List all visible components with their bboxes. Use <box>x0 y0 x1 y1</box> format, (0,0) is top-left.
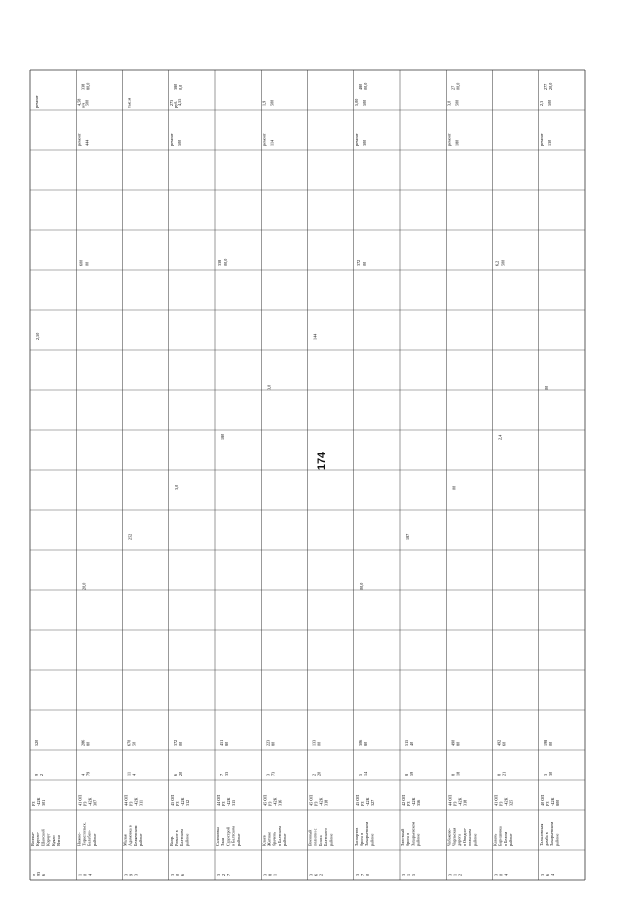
mid-note-b: 00 <box>361 261 367 266</box>
row-name-line: Малая <box>122 834 128 846</box>
small-note: 187 <box>405 533 410 540</box>
row-name-line: Балтском <box>179 829 185 846</box>
row-code-line: 45 ОП <box>308 794 314 806</box>
row-sum-1: 286 <box>80 739 86 746</box>
row-name-line: Заспиртов <box>353 827 359 846</box>
row-sum-1: 306 <box>357 739 363 746</box>
row-name-line: Чарльская <box>451 827 457 846</box>
row-name-line: в Овидио- <box>461 827 467 846</box>
row-code-line: 42 ОП <box>401 794 406 806</box>
note-value-b: 300 <box>361 139 367 146</box>
note-value-c: 5,00 <box>353 98 359 106</box>
row-area-line: 2 <box>39 773 44 776</box>
row-name-line: Тальновская <box>538 823 544 846</box>
note-value-d: 500 <box>546 99 552 106</box>
note-value-e: 277 <box>542 83 548 90</box>
small-note: 144 <box>312 333 318 340</box>
row-name-line: брига в <box>358 832 364 846</box>
small-note: 00 <box>543 385 549 390</box>
row-code-line: РЗ <box>82 801 88 806</box>
row-sum-2: 40 <box>409 741 414 746</box>
note-type: ремонт <box>76 133 82 146</box>
row-sum-2: 00 <box>177 741 183 746</box>
note-value-f: 80,0 <box>85 82 91 90</box>
note-value-d: 500 <box>361 99 367 106</box>
row-name-line: районе <box>472 833 478 846</box>
note-value-f: 20,0 <box>547 82 553 90</box>
row-number-digit: 3 <box>354 873 360 876</box>
row-sum-2: 80 <box>224 741 229 746</box>
row-code-line: 325 <box>508 799 514 806</box>
row-number-digit: 0 <box>82 873 88 876</box>
row-name-line: Кругло- <box>35 831 41 846</box>
row-area-line: 8 <box>450 773 456 776</box>
row-number-digit: 4 <box>549 873 555 876</box>
row-number-digit: 3 <box>216 873 221 876</box>
note-type: ремонт <box>446 133 452 146</box>
row-sum-1: 451 <box>219 739 224 746</box>
row-sum-2: 80 <box>270 741 276 746</box>
row-area-line: 4 <box>80 773 86 776</box>
row-code-line: -42К <box>133 797 139 806</box>
note-value-b: 180 <box>454 139 460 146</box>
row-name-line: в Балтском <box>230 826 236 846</box>
mid-note-a: 600 <box>78 259 84 266</box>
row-code-line: 45 ОП <box>169 794 175 806</box>
row-number-digit: 3 <box>493 873 499 876</box>
row-name-line: районе <box>282 833 288 846</box>
row-number-digit: 6 <box>313 873 319 876</box>
page-number: 174 <box>316 451 329 471</box>
note-type: ремонт <box>168 133 174 146</box>
small-note: 00 <box>451 485 457 490</box>
row-name-line: Баришовка <box>497 826 503 846</box>
row-sum-1: 520 <box>34 739 39 746</box>
note-value-b: 130 <box>546 139 552 146</box>
row-name-line: районе <box>235 833 241 846</box>
row-number-digit: 2 <box>318 873 324 876</box>
column-label: руб. <box>172 100 178 108</box>
mid-note-b: 00,0 <box>223 258 228 266</box>
row-code-line: -42К <box>364 797 370 806</box>
row-number-digit: 3 <box>447 873 453 876</box>
row-name-line: Нижне- <box>76 832 82 846</box>
row-area-line: 6 <box>172 773 178 776</box>
row-code-line: 41 ОП <box>493 794 499 806</box>
row-number-digit: 2 <box>457 873 463 876</box>
row-name-line: брачень <box>271 831 277 846</box>
note-value-e: 480 <box>357 83 363 90</box>
note-value-b: 444 <box>84 139 90 146</box>
row-code-line: 45 ОП <box>354 794 360 806</box>
note-value-f: 00,0 <box>362 82 368 90</box>
row-name-line: районе <box>369 833 375 846</box>
row-code-line: РЗ <box>128 801 134 806</box>
row-name-line: Шанский <box>40 829 46 846</box>
row-area-line: 2 <box>311 773 317 776</box>
row-area-line: 30 <box>547 771 553 776</box>
row-code-line: 800 <box>554 799 560 806</box>
row-number-digit: 9 <box>128 873 134 876</box>
note-value-d: 500 <box>269 99 275 106</box>
row-number-digit: 1 <box>272 873 278 876</box>
mid-note-a: 6,2 <box>494 260 500 266</box>
small-note: 20,0 <box>81 582 87 590</box>
row-code-line: РЗ <box>267 801 273 806</box>
row-area-line: 3 <box>265 773 271 776</box>
row-name-line: Судострой <box>225 826 231 846</box>
row-name-line: брига в <box>405 832 411 846</box>
row-number-digit: 6 <box>544 873 550 876</box>
note-value-b: 500 <box>176 139 182 146</box>
row-area-line: 20 <box>177 771 183 776</box>
small-note: 2,50 <box>35 332 40 340</box>
row-area-line: 79 <box>85 771 91 776</box>
row-sum-1: 515 <box>404 739 409 746</box>
mid-note-b: 00 <box>84 261 90 266</box>
note-type: ремонт <box>353 133 359 146</box>
note-value-e: 27 <box>450 85 456 90</box>
row-name-line: Беляевском <box>132 825 138 846</box>
row-name-line: Захарьевском <box>549 821 555 846</box>
row-number-digit: 6 <box>41 873 46 876</box>
small-note: 3,0 <box>266 384 272 390</box>
row-area-line: 59 <box>409 771 414 776</box>
row-number-digit: 4 <box>87 873 93 876</box>
row-sum-2: 80 <box>455 741 461 746</box>
row-code-line: 315 <box>231 799 236 806</box>
small-note: 3,0 <box>173 484 179 490</box>
row-code-line: -42К <box>179 797 185 806</box>
row-number-digit: 93 <box>36 871 41 876</box>
note-value-c: 1,9 <box>261 100 267 106</box>
row-number-digit: 3 <box>308 873 314 876</box>
row-code-line: РЗ <box>498 801 504 806</box>
row-code-line: РЗ <box>544 801 550 806</box>
row-name-line: районе <box>328 833 334 846</box>
row-name-line: районе <box>508 833 514 846</box>
row-area-line: 21 <box>501 771 507 776</box>
row-name-line: Куяло <box>50 835 56 846</box>
row-number-digit: 3 <box>401 873 406 876</box>
row-name-line: польском <box>467 829 473 846</box>
row-sum-2: 80 <box>85 741 91 746</box>
row-name-line: Салоновка <box>215 826 220 846</box>
note-value-e: 380 <box>172 83 178 90</box>
note-value-c: 273 <box>168 99 174 106</box>
note-value-d: 4,55 <box>176 98 182 106</box>
small-note: 2,4 <box>497 434 503 440</box>
note-value-d: 500 <box>454 99 460 106</box>
row-name-line: Тираспольск. <box>81 822 87 846</box>
row-code-line: -42К <box>272 797 278 806</box>
row-area-line: 4 <box>131 773 137 776</box>
row-name-line: районе <box>138 833 144 846</box>
row-name-line: районе <box>184 833 190 846</box>
row-number-digit: 4 <box>503 873 509 876</box>
row-name-line: Житние <box>266 831 272 846</box>
row-name-line: в Балтском <box>276 826 282 846</box>
row-code-line: -42К <box>503 797 509 806</box>
row-area-line: 8 <box>496 773 502 776</box>
mid-note-a: 372 <box>355 259 361 266</box>
row-code-line: 45 ОП <box>262 794 268 806</box>
row-name-line: Балабан- <box>86 830 92 846</box>
row-code-line: РЗ <box>452 801 458 806</box>
row-code-line: -42К <box>318 797 324 806</box>
row-area-line: 8 <box>404 773 409 776</box>
row-name-line: Чабаково- <box>446 828 452 846</box>
row-code-line: РЗ <box>174 801 180 806</box>
row-name-line: Балтского <box>323 828 329 846</box>
row-code-line: 316 <box>277 799 283 806</box>
row-code-line: 41 ОП <box>77 794 83 806</box>
row-number-digit: 8 <box>267 873 273 876</box>
row-code-line: -42К <box>36 797 41 806</box>
row-code-line: РЗ <box>359 801 365 806</box>
small-note: 00,0 <box>358 582 364 590</box>
note-value-d: 500 <box>84 99 90 106</box>
row-name-line: Злая <box>220 838 226 846</box>
row-number-digit: 5 <box>411 873 416 876</box>
mid-note-b: 500 <box>500 259 506 266</box>
row-number-digit: 3 <box>262 873 268 876</box>
row-sum-2: 80 <box>362 741 368 746</box>
small-note: 252 <box>127 533 133 540</box>
row-name-line: Военный <box>307 829 313 846</box>
row-number-digit: 3 <box>123 873 129 876</box>
row-code-line: 311 <box>138 799 144 806</box>
row-name-line: Адамовка в <box>127 825 133 846</box>
row-sum-2: 50 <box>131 741 137 746</box>
row-number-digit: 2 <box>221 873 226 876</box>
row-number-digit: 3 <box>133 873 139 876</box>
note-value-c: 3,0 <box>446 100 452 106</box>
row-name-line: Захарьевском <box>364 821 370 846</box>
row-code-line: 44 ОП <box>447 794 453 806</box>
row-area-line: 14 <box>362 771 368 776</box>
row-code-line: -42К <box>87 797 93 806</box>
row-code-line: 318 <box>323 799 329 806</box>
row-code-line: -42К <box>411 797 416 806</box>
row-sum-1: 372 <box>172 739 178 746</box>
row-code-line: 312 <box>184 799 190 806</box>
row-area-line: 20 <box>316 771 322 776</box>
row-code-line: РЗ <box>313 801 319 806</box>
row-sum-1: 492 <box>496 739 502 746</box>
row-code-line: -42К <box>457 797 463 806</box>
row-number-digit: 7 <box>226 873 231 876</box>
note-value-c: 4,58 <box>76 98 82 106</box>
row-name-line: в Белом <box>502 831 508 846</box>
row-name-line: Волчье- <box>30 831 35 846</box>
row-number-digit: 1 <box>452 873 458 876</box>
row-number-digit: 0 <box>174 873 180 876</box>
row-number-digit: 0 <box>364 873 370 876</box>
row-number-digit: 7 <box>359 873 365 876</box>
row-code-line: 301 <box>41 799 46 806</box>
note-type: ремонт <box>538 133 544 146</box>
row-sum-2: 00 <box>316 741 322 746</box>
row-code-line: РЗ <box>221 801 226 806</box>
row-name-line: районе <box>554 833 560 846</box>
row-sum-1: 490 <box>450 739 456 746</box>
column-label: тыс.м <box>126 97 132 108</box>
row-number-digit: 1 <box>406 873 411 876</box>
row-sum-1: 198 <box>542 739 548 746</box>
row-number-digit: 6 <box>179 873 185 876</box>
row-name-line: Бинса <box>317 835 323 846</box>
row-name-line: Ялтаи <box>56 835 61 846</box>
row-name-line: районе <box>91 833 97 846</box>
row-name-line: Захарьевском <box>410 821 416 846</box>
row-area-line: 11 <box>126 771 132 776</box>
row-code-line: -42К <box>549 797 555 806</box>
row-number-digit: 0 <box>498 873 504 876</box>
row-name-line: полигон с <box>312 828 318 846</box>
row-code-line: 307 <box>92 799 98 806</box>
row-area-line: 33 <box>224 771 229 776</box>
note-value-e: 338 <box>80 83 86 90</box>
row-code-line: РЗ <box>406 801 411 806</box>
row-area-line: 73 <box>270 771 276 776</box>
row-code-line: 356 <box>416 799 421 806</box>
row-name-line: Корчуг <box>45 833 51 846</box>
row-code-line: 318 <box>462 799 468 806</box>
row-sum-1: 133 <box>311 739 317 746</box>
row-name-line: дамба в <box>543 832 549 846</box>
column-label: в/ч <box>80 102 86 108</box>
row-area-line: 18 <box>455 771 461 776</box>
row-code-line: -42К <box>226 797 231 806</box>
row-number-digit: 1 <box>77 873 83 876</box>
column-label: ремонт <box>34 95 39 108</box>
row-area-line: 5 <box>357 773 363 776</box>
row-number-digit: о <box>31 873 36 876</box>
row-name-line: Казань <box>492 833 498 846</box>
small-note: 180 <box>220 433 225 440</box>
row-name-line: Злостный <box>400 828 405 846</box>
row-code-line: РЗ <box>31 801 36 806</box>
row-code-line: 327 <box>369 799 375 806</box>
row-area-line: 3 <box>542 773 548 776</box>
row-sum-1: 670 <box>126 739 132 746</box>
row-code-line: 44 ОП <box>216 794 221 806</box>
row-sum-2: 00 <box>547 741 553 746</box>
row-sum-2: 60 <box>501 741 507 746</box>
row-number-digit: 3 <box>539 873 545 876</box>
note-value-f: 0,0 <box>177 84 183 90</box>
row-name-line: дорога <box>456 834 462 846</box>
row-name-line: районе <box>415 833 421 846</box>
row-sum-1: 223 <box>265 739 271 746</box>
note-type: ремонт <box>261 133 267 146</box>
row-area-line: 9 <box>34 773 39 776</box>
row-name-line: Вапр. <box>168 836 174 846</box>
note-value-f: 00,0 <box>455 82 461 90</box>
row-name-line: Ровное в <box>173 830 179 846</box>
row-code-line: 44 ОП <box>123 794 129 806</box>
note-value-b: 114 <box>269 139 275 146</box>
row-area-line: 7 <box>219 773 224 776</box>
row-number-digit: 3 <box>169 873 175 876</box>
row-name-line: Клаев <box>261 835 267 846</box>
mid-note-a: 338 <box>217 259 222 266</box>
row-code-line: 40 ОП <box>539 794 545 806</box>
note-value-c: 2,3 <box>538 100 544 106</box>
